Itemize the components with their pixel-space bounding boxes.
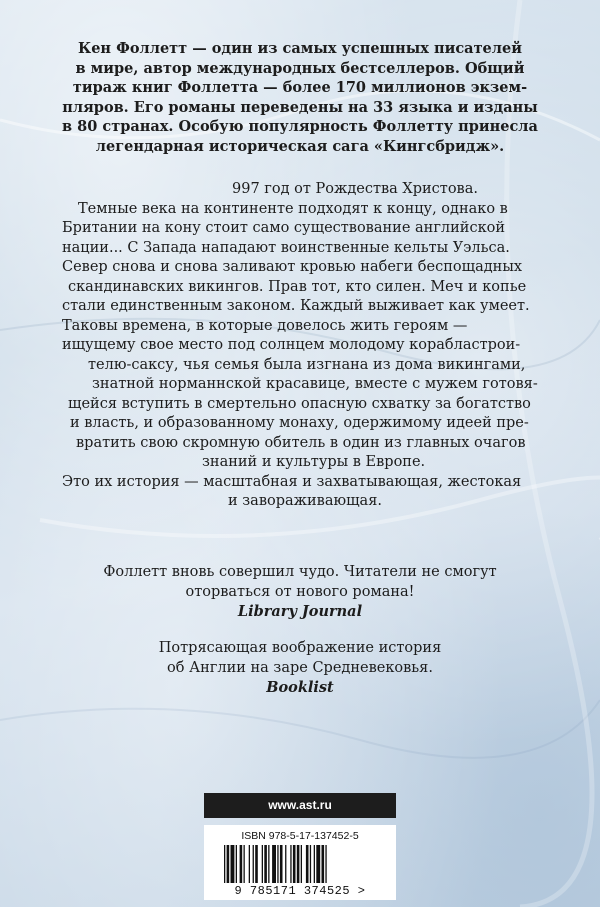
review-quote	[0, 563, 600, 622]
barcode-bar	[277, 845, 278, 883]
quote-line: Фоллетт вновь совершил чудо. Читатели не смогут	[103, 564, 497, 580]
barcode-bar	[253, 845, 254, 883]
barcode-bar	[249, 845, 250, 883]
synopsis-line: и власть, и образованному монаху, одержимому идеей пре-	[70, 415, 529, 431]
barcode-bar	[314, 845, 315, 883]
synopsis-line: скандинавских викингов. Прав тот, кто силен. Меч и копье	[68, 278, 527, 295]
synopsis-line: нации... С Запада нападают воинственные кельты Уэльса.	[62, 239, 510, 256]
barcode-bar	[310, 845, 311, 883]
author-intro	[0, 39, 600, 156]
barcode-bar	[325, 845, 326, 883]
intro-line: в 80 странах. Особую популярность Фоллетту принесла	[62, 118, 538, 135]
synopsis-line: вратить свою скромную обитель в один из главных очагов	[76, 434, 526, 451]
synopsis-line: Это их история — масштабная и захватывающая, жестокая	[62, 473, 522, 490]
barcode-bar	[316, 845, 320, 883]
barcode-bar	[224, 845, 225, 883]
quote-source: Booklist	[266, 679, 334, 696]
barcode-bar	[290, 845, 291, 883]
barcode-bar	[264, 845, 267, 883]
intro-line: Кен Фоллетт — один из самых успешных писателей	[78, 40, 522, 57]
review-quote	[0, 639, 600, 698]
quote-line: Потрясающая воображение история	[158, 640, 442, 656]
synopsis-line: и завораживающая.	[228, 493, 382, 509]
barcode-bar	[297, 845, 300, 883]
barcode-bar	[262, 845, 263, 883]
barcode-bar	[280, 845, 283, 883]
barcode-bar	[306, 845, 309, 883]
barcode-bar	[236, 845, 237, 883]
intro-line: тираж книг Фоллетта — более 170 миллионов экзем-	[72, 79, 528, 96]
intro-line: пляров. Его романы переведены на 33 языка и изданы	[62, 98, 538, 116]
quote-line: об Англии на заре Средневековья.	[167, 659, 433, 676]
synopsis-line: Север снова и снова заливают кровью набеги беспощадных	[62, 259, 523, 275]
synopsis-line: телю-саксу, чья семья была изгнана из дома викингами,	[88, 356, 526, 373]
barcode-bar	[285, 845, 286, 883]
barcode-bar	[293, 845, 296, 883]
quote-source: Library Journal	[237, 603, 363, 620]
synopsis-line: щейся вступить в смертельно опасную схватку за богатство	[68, 395, 531, 412]
barcode-bar	[255, 845, 258, 883]
barcode-bar	[272, 845, 276, 883]
synopsis-line: Темные века на континенте подходят к концу, однако в	[78, 200, 508, 217]
barcode-bar	[227, 845, 230, 883]
barcode-bar	[268, 845, 269, 883]
barcode-bar	[240, 845, 243, 883]
synopsis-line: знатной норманнской красавице, вместе с мужем готовя-	[92, 376, 538, 392]
isbn-barcode	[204, 825, 396, 900]
barcode-bar	[322, 845, 325, 883]
barcode-number: 9 785171 374525 >	[234, 884, 366, 898]
barcode-bar	[301, 845, 302, 883]
synopsis-line: знаний и культуры в Европе.	[202, 454, 426, 470]
barcode-bar	[231, 845, 235, 883]
synopsis-line: 997 год от Рождества Христова.	[232, 181, 478, 197]
isbn-label: ISBN 978-5-17-137452-5	[241, 830, 359, 842]
synopsis-line: стали единственным законом. Каждый выживает как умеет.	[62, 298, 530, 314]
intro-line: легендарная историческая сага «Кингсбридж».	[95, 137, 505, 155]
publisher-website[interactable]: www.ast.ru	[204, 793, 396, 818]
synopsis-line: Британии на кону стоит само существование английской	[62, 220, 506, 236]
synopsis-line: Таковы времена, в которые довелось жить героям —	[62, 317, 468, 334]
synopsis	[0, 180, 600, 512]
intro-line: в мире, автор международных бестселлеров. Общий	[75, 59, 525, 77]
synopsis-line: ищущему свое место под солнцем молодому корабластрои-	[62, 337, 521, 353]
barcode-bar	[244, 845, 245, 883]
quote-line: оторваться от нового романа!	[185, 583, 415, 600]
